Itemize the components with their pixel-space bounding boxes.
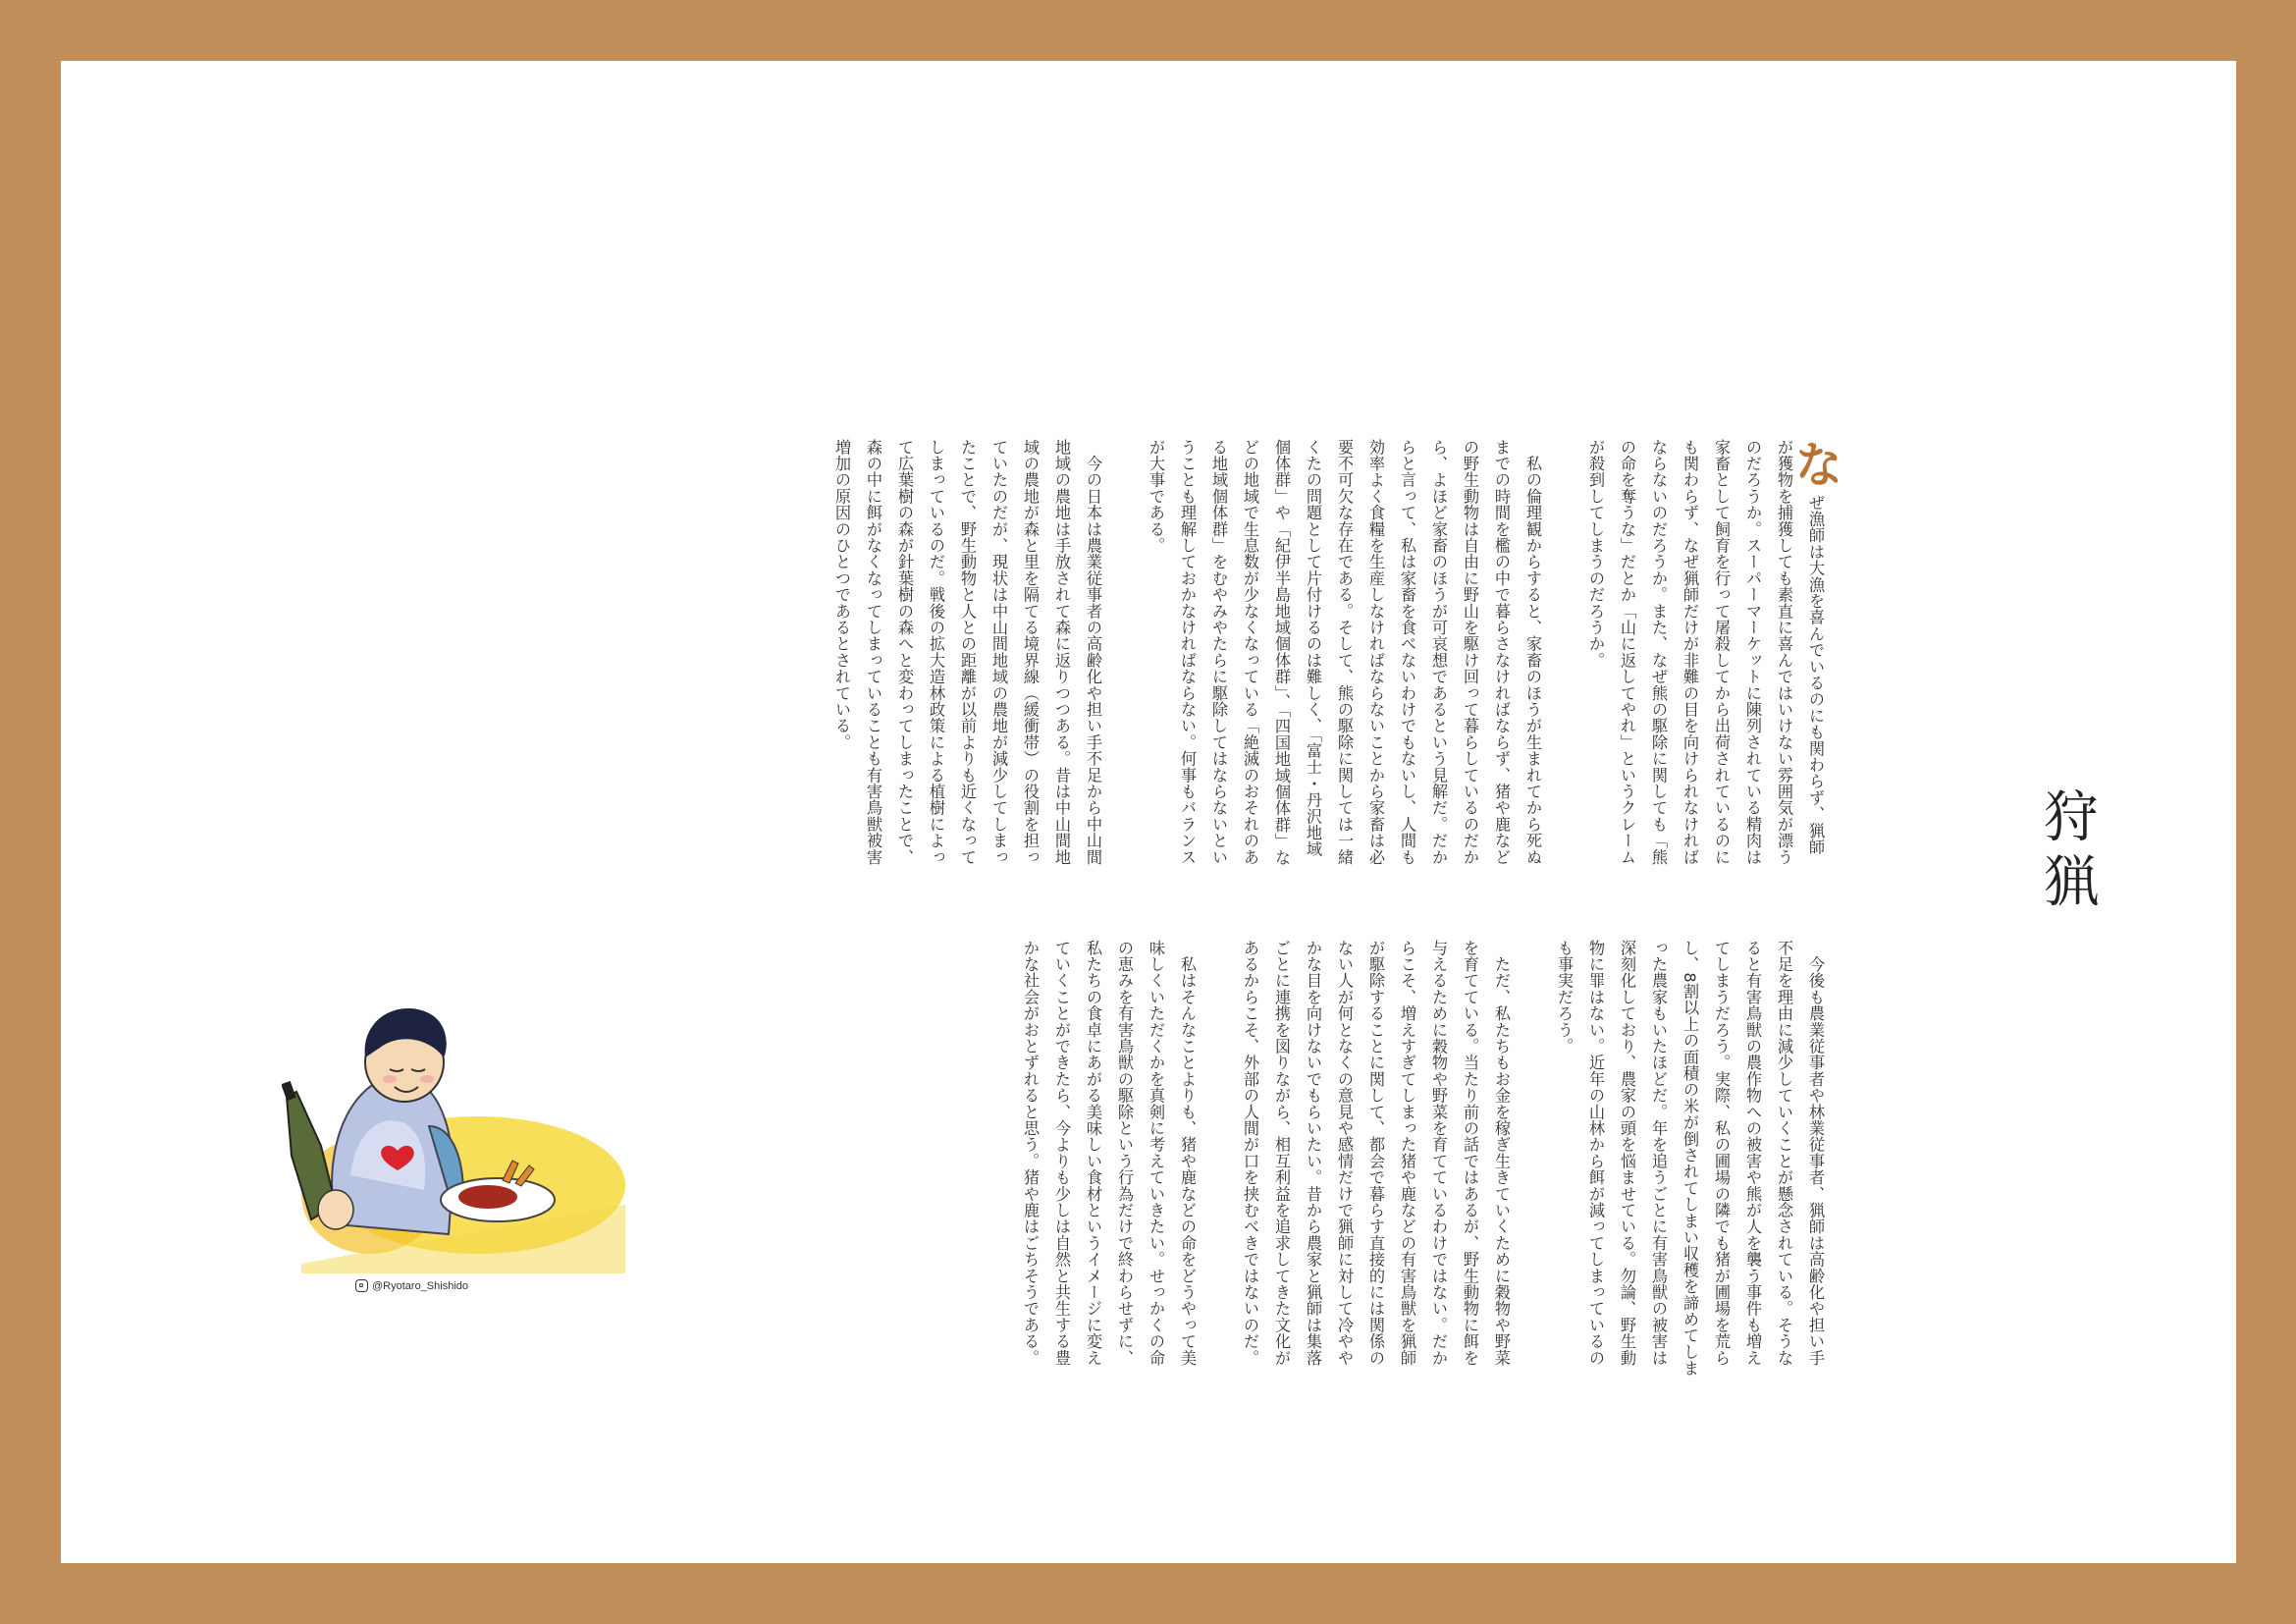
page: [61, 61, 2236, 1563]
paragraph: [1202, 940, 1234, 1381]
instagram-credit[interactable]: @Ryotaro_Shishido: [355, 1279, 468, 1292]
paragraph: [1517, 940, 1548, 1381]
paragraph: [1548, 439, 1579, 871]
paragraph: 今後も農業従事者や林業従事者、猟師は高齢化や担い手不足を理由に減少していくことが懸念されている。そうなると有害鳥獣の農作物への被害や熊が人を襲う事件も増えてしまうだろう。実際、私の圃場の隣でも猪が圃場を荒らし、8割以上の面積の米が倒されてしまい収穫を諦めてしまった農家もいたほどだ。年を追うごとに有害鳥獣の被害は深刻化しており、農家の頭を悩ませている。勿論、野生動物に罪はない。近年の山林から餌が減ってしまっているのも事実だろう。: [1555, 940, 1825, 1377]
drop-cap: な: [1787, 439, 1844, 489]
paragraph: ただ、私たちもお金を稼ぎ生きていくために穀物や野菜を育てている。当たり前の話ではあるが、野生動物に餌を与えるために穀物や野菜を育てているわけではない。だからこそ、増えすぎてしまった猪や鹿などの有害鳥獣を猟師が駆除することに関して、都会で暮らす直接的には関係のない人が何となくの意見や感情だけで猟師に対して冷ややかな目を向けないでもらいたい。昔から農家と猟師は集落ごとに連携を図りながら、相互利益を追求してきた文化があるからこそ、外部の人間が口を挟むべきではないのだ。: [1241, 940, 1511, 1367]
paragraph: 今の日本は農業従事者の高齢化や担い手不足から中山間地域の農地は手放されて森に返りつつある。昔は中山間地域の農地が森と里を隔てる境界線（緩衝帯）の役割を担っていたのだが、現状は中山間地域の農地が減少してしまったことで、野生動物と人との距離が以前よりも近くなってしまっているのだ。戦後の拡大造林政策による植樹によって広葉樹の森が針葉樹の森へと変わってしまったことで、森の中に餌がなくなってしまっていることも有害鳥獣被害増加の原因のひとつであるとされている。: [832, 439, 1102, 866]
chef-illustration: [282, 979, 625, 1273]
paragraph: 私の倫理観からすると、家畜のほうが生まれてから死ぬまでの時間を檻の中で暮らさなければならず、猪や鹿などの野生動物は自由に野山を駆け回って暮らしているのだから、よほど家畜のほうが可哀想であるという見解だ。だからと言って、私は家畜を食べないわけでもないし、人間も効率よく食糧を生産しなければならないことから家畜は必要不可欠な存在である。そして、熊の駆除に関しては一緒くたの問題として片付けるのは難しく、「富士・丹沢地域個体群」や「紀伊半島地域個体群」、「四国地域個体群」などの地域で生息数が少なくなっている「絶滅のおそれのある地域個体群」をむやみやたらに駆除してはならないということも理解しておかなければならない。何事もバランスが大事である。: [1147, 439, 1542, 866]
page-title: 狩猟: [2035, 787, 2099, 917]
instagram-icon: [355, 1279, 368, 1292]
paragraph: [1108, 439, 1140, 871]
paragraph: なぜ漁師は大漁を喜んでいるのにも関わらず、猟師が獲物を捕獲しても素直に喜んではいけない雰囲気が漂うのだろうか。スーパーマーケットに陳列されている精肉は家畜として飼育を行って屠殺してから出荷されているのにも関わらず、なぜ猟師だけが非難の目を向けられなければならないのだろうか。また、なぜ熊の駆除に関しても「熊の命を奪うな」だとか「山に返してやれ」というクレームが殺到してしまうのだろうか。: [1586, 439, 1844, 866]
text-lower-right: [1014, 940, 1831, 1381]
text-upper-right: [826, 439, 1844, 871]
paragraph: 私はそんなことよりも、猪や鹿などの命をどうやって美味しくいただくかを真剣に考えていきたい。せっかくの命の恵みを有害鳥獣の駆除という行為だけで終わらせずに、私たちの食卓にあがる美味しい食材というイメージに変えていくことができたら、今よりも少しは自然と共生する豊かな社会がおとずれると思う。猪や鹿はごちそうである。: [1021, 940, 1197, 1367]
